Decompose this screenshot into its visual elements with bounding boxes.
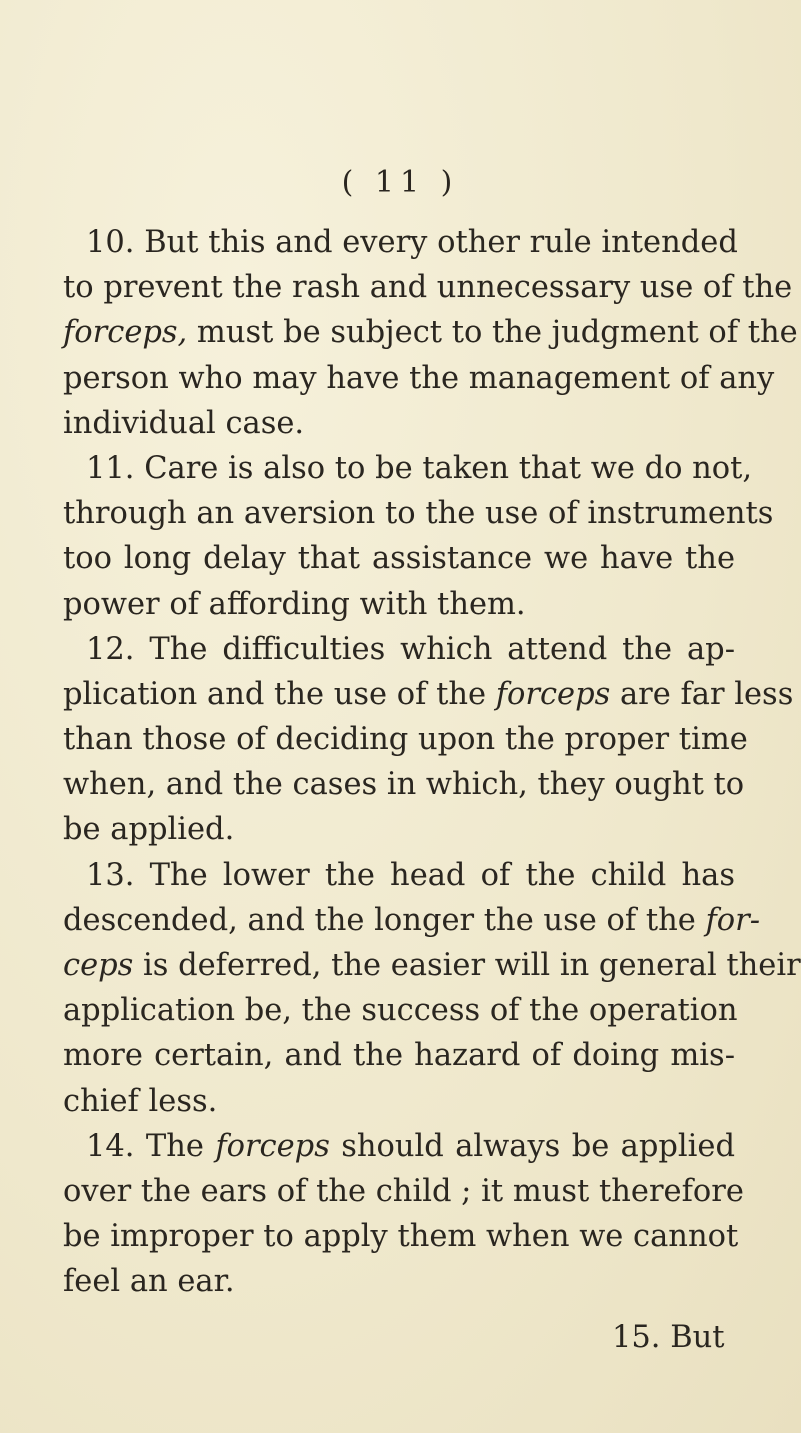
paragraph-11-line-1: 11. Care is also to be taken that we do not,: [86, 450, 753, 486]
paragraph-12-line-3: than those of deciding upon the proper time: [63, 722, 748, 758]
paragraph-12-line-2: [63, 672, 794, 717]
line-text: are far less: [610, 676, 794, 712]
italic-term: forceps: [495, 676, 611, 712]
italic-term: forceps,: [63, 315, 188, 351]
line-text: descended, and the longer the use of the: [63, 902, 706, 938]
paragraph-14-line-1: [63, 1124, 735, 1169]
line-text: should always be applied: [329, 1128, 735, 1164]
paragraph-13-line-1: 13. The lower the head of the child has: [86, 857, 735, 893]
paragraph-10-line-5: individual case.: [63, 405, 305, 441]
paragraph-11-line-3: too long delay that assistance we have the: [63, 541, 735, 577]
paragraph-13-line-4: application be, the success of the operation: [63, 993, 738, 1029]
line-text: 14. The: [86, 1128, 216, 1164]
paragraph-12-line-4: when, and the cases in which, they ought to: [63, 767, 745, 803]
paragraph-11-line-2: through an aversion to the use of instruments: [63, 496, 774, 532]
paragraph-14-line-4: feel an ear.: [63, 1264, 235, 1300]
paragraph-13-line-2: [63, 898, 761, 943]
paragraph-10-line-1: 10. But this and every other rule intended: [86, 225, 738, 260]
line-text: must be subject to the judgment of the: [187, 315, 798, 351]
italic-term: forceps: [215, 1128, 330, 1164]
paragraph-12-line-1: 12. The difficulties which attend the ap-: [86, 631, 735, 667]
paragraph-11-line-4: power of affording with them.: [63, 586, 526, 622]
paragraph-14-line-2: over the ears of the child ; it must therefore: [63, 1173, 744, 1209]
paragraph-13-line-5: more certain, and the hazard of doing mis-: [63, 1038, 735, 1074]
paragraph-12-line-5: be applied.: [63, 812, 235, 848]
body-text: [63, 220, 801, 1305]
paragraph-10-line-2: to prevent the rash and unnecessary use of the: [63, 270, 793, 306]
page-number: ( 11 ): [341, 165, 459, 200]
line-text: plication and the use of the: [63, 676, 496, 712]
paragraph-10-line-3: [63, 310, 798, 355]
line-text: is deferred, the easier will in general their: [133, 948, 801, 983]
catchword: 15. But: [612, 1320, 725, 1355]
paragraph-10-line-4: person who may have the management of any: [63, 360, 775, 396]
italic-term: ceps: [63, 948, 134, 983]
paragraph-14-line-3: be improper to apply them when we cannot: [63, 1219, 739, 1255]
paragraph-13-line-3: [63, 943, 801, 988]
paragraph-13-line-6: chief less.: [63, 1083, 218, 1119]
italic-term: for-: [705, 902, 761, 938]
